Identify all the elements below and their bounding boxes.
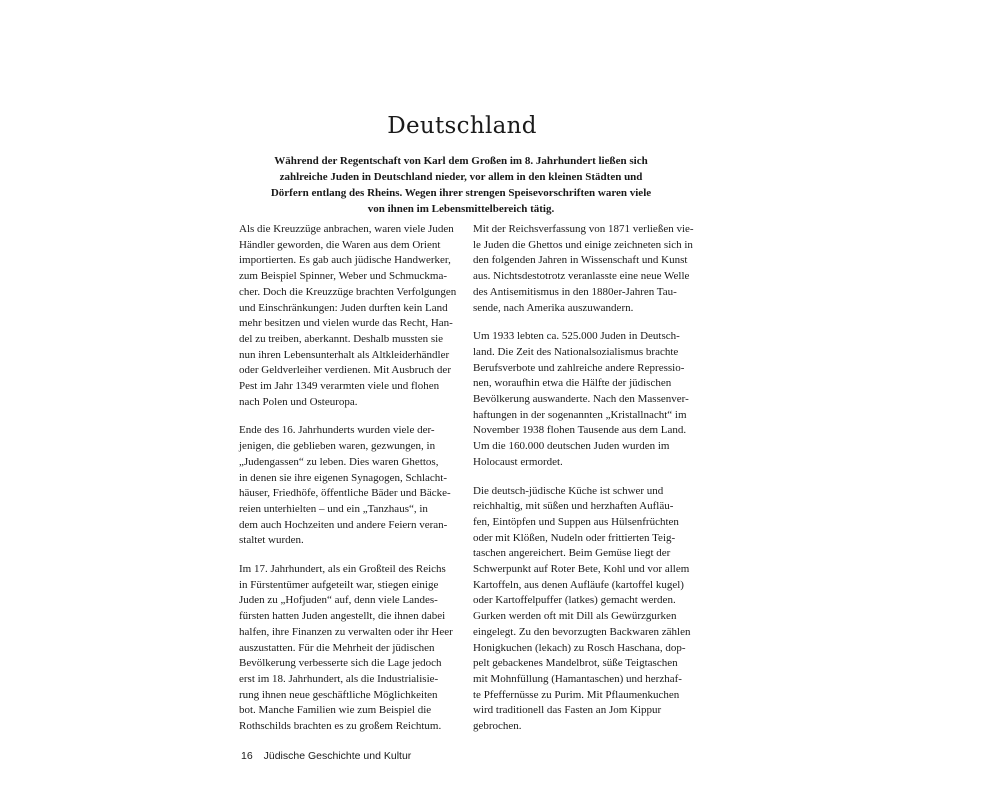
- text-line: Als die Kreuzzüge anbrachen, waren viele Juden: [239, 223, 454, 235]
- text-line: den folgenden Jahren in Wissenschaft und Kunst: [473, 254, 688, 267]
- text-line: häuser, Friedhöfe, öffentliche Bäder und Bäcke-: [239, 487, 451, 500]
- body-paragraph: [239, 423, 461, 549]
- text-line: des Antisemitismus in den 1880er-Jahren Tau-: [473, 285, 677, 298]
- text-line: Pest im Jahr 1349 verarmten viele und flohen: [239, 380, 440, 393]
- body-paragraph: [473, 222, 695, 316]
- text-line: eingelegt. Zu den bevorzugten Backwaren zählen: [473, 625, 691, 638]
- text-line: in denen sie ihre eigenen Synagogen, Schlacht-: [239, 471, 448, 484]
- text-line: November 1938 flohen Tausende aus dem Land.: [473, 424, 687, 437]
- body-paragraph: [239, 562, 461, 735]
- text-line: Mit der Reichsverfassung von 1871 verließen vie-: [473, 223, 694, 235]
- text-line: rung ihnen neue geschäftliche Möglichkeiten: [239, 688, 438, 701]
- page-footer: [241, 750, 411, 762]
- text-line: gebrochen.: [473, 720, 522, 733]
- text-line: land. Die Zeit des Nationalsozialismus brachte: [473, 345, 679, 358]
- text-line: aus. Nichtsdestotrotz veranlasste eine neue Welle: [473, 270, 690, 283]
- text-line: Um die 160.000 deutschen Juden wurden im: [473, 440, 670, 453]
- text-line: haftungen in der sogenannten „Kristallnacht“ im: [473, 408, 687, 421]
- text-line: importierten. Es gab auch jüdische Handwerker,: [239, 254, 451, 267]
- text-line: erst im 18. Jahrhundert, als die Industrialisie-: [239, 672, 439, 685]
- intro-line: Während der Regentschaft von Karl dem Großen im 8. Jahrhundert ließen sich: [274, 155, 648, 167]
- text-line: nun ihren Lebensunterhalt als Altkleiderhändler: [239, 348, 450, 361]
- text-line: Bevölkerung verbesserte sich die Lage jedoch: [239, 657, 442, 670]
- body-paragraph: [473, 329, 695, 470]
- running-title: Jüdische Geschichte und Kultur: [263, 750, 412, 762]
- text-line: wird traditionell das Fasten an Jom Kippur: [473, 704, 662, 717]
- text-line: Honigkuchen (lekach) zu Rosch Haschana, dop-: [473, 641, 686, 654]
- left-column: [239, 222, 461, 748]
- intro-line: Dörfern entlang des Rheins. Wegen ihrer strengen Speisevorschriften waren viele: [270, 187, 652, 199]
- text-line: Im 17. Jahrhundert, als ein Großteil des Reichs: [239, 563, 446, 576]
- text-line: nach Polen und Osteuropa.: [239, 395, 358, 408]
- intro-paragraph: [246, 153, 676, 217]
- text-line: Berufsverbote und zahlreiche andere Repressio-: [473, 361, 685, 374]
- text-line: Um 1933 lebten ca. 525.000 Juden in Deutsch-: [473, 330, 680, 343]
- text-line: staltet wurden.: [239, 534, 304, 547]
- text-line: jenigen, die geblieben waren, gezwungen, in: [239, 440, 436, 453]
- text-line: cher. Doch die Kreuzzüge brachten Verfolgungen: [239, 285, 457, 298]
- text-line: Die deutsch-jüdische Küche ist schwer und: [473, 484, 664, 497]
- text-line: auszustatten. Für die Mehrheit der jüdischen: [239, 641, 435, 654]
- text-line: in Fürstentümer aufgeteilt war, stiegen einige: [239, 578, 439, 591]
- text-line: mehr besitzen und vielen wurde das Recht, Han-: [239, 317, 453, 330]
- text-line: oder mit Klößen, Nudeln oder frittierten Teig-: [473, 531, 676, 544]
- text-line: reien unterhielten – und ein „Tanzhaus“, in: [239, 502, 428, 515]
- text-line: le Juden die Ghettos und einige zeichneten sich in: [473, 238, 693, 251]
- text-line: Ende des 16. Jahrhunderts wurden viele der-: [239, 424, 435, 437]
- text-line: Händler geworden, die Waren aus dem Orient: [239, 238, 441, 251]
- text-line: del zu treiben, aberkannt. Deshalb mussten sie: [239, 332, 444, 345]
- body-paragraph: [239, 222, 461, 410]
- text-line: taschen angereichert. Beim Gemüse liegt der: [473, 547, 671, 560]
- text-line: bot. Manche Familien wie zum Beispiel die: [239, 704, 432, 717]
- intro-line: von ihnen im Lebensmittelbereich tätig.: [367, 203, 555, 215]
- text-line: Schwerpunkt auf Roter Bete, Kohl und vor allem: [473, 563, 690, 576]
- text-line: fürsten hatten Juden angestellt, die ihnen dabei: [239, 610, 446, 623]
- text-line: oder Kartoffelpuffer (latkes) gemacht werden.: [473, 594, 676, 607]
- text-line: Juden zu „Hofjuden“ auf, denn viele Landes-: [239, 594, 438, 607]
- intro-line: zahlreiche Juden in Deutschland nieder, vor allem in den kleinen Städten und: [279, 171, 643, 183]
- page-title: Deutschland: [387, 113, 537, 139]
- text-line: te Pfeffernüsse zu Purim. Mit Pflaumenkuchen: [473, 688, 680, 701]
- page-number: 16: [241, 750, 253, 762]
- text-line: halfen, ihre Finanzen zu verwalten oder ihr Heer: [239, 625, 453, 638]
- text-line: Kartoffeln, aus denen Aufläufe (kartoffel kugel): [473, 578, 684, 591]
- text-line: Holocaust ermordet.: [473, 455, 563, 468]
- text-line: fen, Eintöpfen und Suppen aus Hülsenfrüchten: [473, 515, 679, 528]
- text-line: „Judengassen“ zu leben. Dies waren Ghettos,: [239, 455, 439, 468]
- text-line: Rothschilds brachten es zu großem Reichtum.: [239, 720, 442, 733]
- text-line: mit Mohnfüllung (Hamantaschen) und herzhaf-: [473, 672, 682, 685]
- text-line: zum Beispiel Spinner, Weber und Schmuckma-: [239, 270, 448, 283]
- text-line: dem auch Hochzeiten und andere Feiern veran-: [239, 518, 448, 531]
- right-column: [473, 222, 695, 748]
- body-paragraph: [473, 484, 695, 735]
- text-line: reichhaltig, mit süßen und herzhaften Aufläu-: [473, 500, 674, 513]
- text-line: pelt gebackenes Mandelbrot, süße Teigtaschen: [473, 657, 678, 670]
- text-line: oder Geldverleiher verdienen. Mit Ausbruch der: [239, 364, 451, 377]
- text-line: und Einschränkungen: Juden durften kein Land: [239, 301, 448, 314]
- text-line: nen, woraufhin etwa die Hälfte der jüdischen: [473, 377, 672, 390]
- text-line: Bevölkerung auswanderte. Nach den Massenver-: [473, 393, 689, 406]
- text-line: Gurken werden oft mit Dill als Gewürzgurken: [473, 610, 677, 623]
- text-line: sende, nach Amerika auszuwandern.: [473, 301, 634, 314]
